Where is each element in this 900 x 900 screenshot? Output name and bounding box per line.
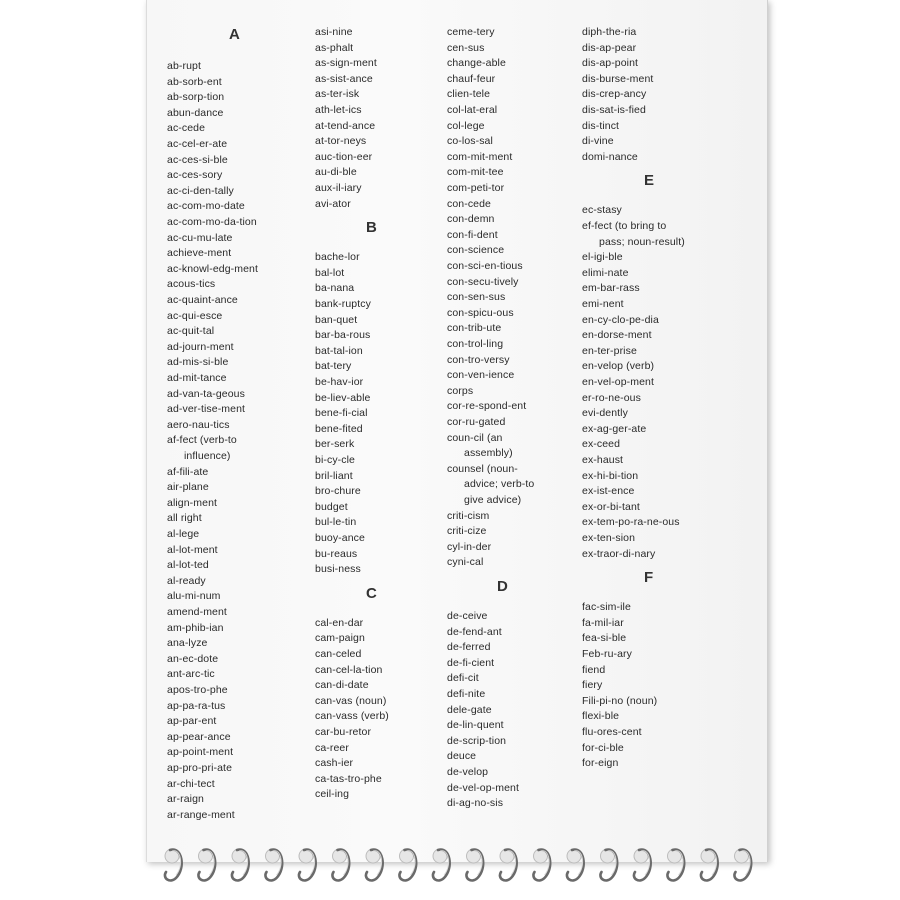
word-entry: aux-il-iary (315, 182, 362, 194)
word-entry: change-able (447, 57, 506, 70)
word-entry: ceil-ing (315, 788, 350, 801)
word-entry: fa-mil-iar (582, 616, 624, 629)
word-entry: con-secu-tively (447, 275, 519, 288)
word-entry: col-lat-eral (447, 104, 498, 116)
word-entry: bal-lot (315, 266, 345, 279)
word-entry: all right (167, 512, 202, 525)
word-entry: achieve-ment (167, 247, 232, 260)
word-entry: ber-serk (315, 438, 355, 451)
word-entry: car-bu-retor (315, 726, 372, 738)
section-letter-a: A (229, 26, 240, 43)
word-entry: ap-point-ment (167, 746, 234, 759)
word-entry: ec-stasy (582, 204, 622, 217)
word-entry: com-mit-ment (447, 150, 513, 163)
word-entry: cal-en-dar (315, 616, 364, 629)
word-entry: at-tor-neys (315, 135, 367, 148)
word-entry: amend-ment (167, 606, 227, 618)
word-entry: defi-cit (447, 672, 479, 685)
word-entry: be-liev-able (315, 391, 371, 404)
word-entry: af-fili-ate (167, 465, 209, 478)
word-entry: criti-cism (447, 509, 490, 522)
word-entry: chauf-feur (447, 72, 496, 85)
word-entry: con-spicu-ous (447, 306, 514, 319)
word-entry: el-igi-ble (582, 251, 623, 264)
word-entry: ac-cel-er-ate (167, 138, 228, 150)
word-entry: as-ter-isk (315, 88, 360, 101)
word-entry: ex-haust (582, 454, 624, 466)
word-entry: bi-cy-cle (315, 454, 355, 466)
spiral-binding (150, 838, 770, 900)
word-entry: ca-tas-tro-phe (315, 772, 382, 785)
word-entry: ex-ist-ence (582, 485, 635, 498)
word-entry: cor-re-spond-ent (447, 400, 527, 413)
word-entry: de-ferred (447, 641, 491, 654)
word-entry: con-trib-ute (447, 322, 502, 335)
section-letter-b: B (366, 219, 377, 237)
word-entry: con-science (447, 244, 505, 257)
word-entry: af-fect (verb-to (167, 434, 237, 447)
word-entry: con-demn (447, 213, 495, 226)
word-entry: ac-qui-esce (167, 309, 223, 322)
word-entry: dis-burse-ment (582, 72, 654, 85)
word-entry: de-scrip-tion (447, 734, 507, 747)
word-entry: advice; verb-to (464, 478, 535, 491)
word-entry: ex-hi-bi-tion (582, 469, 639, 482)
word-entry: ad-mit-tance (167, 372, 227, 384)
word-entry: ac-com-mo-da-tion (167, 216, 257, 228)
section-letter-d: D (497, 578, 508, 595)
word-entry: en-ter-prise (582, 344, 637, 357)
word-entry: bat-tal-ion (315, 344, 363, 357)
word-entry: con-cede (447, 197, 491, 210)
word-entry: dis-ap-point (582, 57, 639, 70)
word-entry: bache-lor (315, 251, 360, 264)
word-entry: ac-com-mo-date (167, 200, 245, 213)
word-entry: as-sist-ance (315, 72, 373, 85)
word-entry: counsel (noun- (447, 462, 518, 475)
word-entry: ex-ceed (582, 438, 621, 451)
word-entry: bene-fited (315, 422, 363, 435)
word-entry: com-peti-tor (447, 182, 505, 194)
word-entry: ex-traor-di-nary (582, 547, 656, 560)
word-entry: fiend (582, 663, 606, 676)
word-entry: Feb-ru-ary (582, 648, 633, 660)
word-entry: en-velop (verb) (582, 360, 655, 373)
word-entry: ant-arc-tic (167, 668, 215, 681)
section-letter-c: C (366, 584, 377, 602)
word-entry: coun-cil (an (447, 431, 503, 444)
word-entry: bar-ba-rous (315, 329, 371, 342)
word-entry: ap-pro-pri-ate (167, 762, 233, 774)
word-entry: align-ment (167, 496, 218, 509)
word-entry: Fili-pi-no (noun) (582, 694, 658, 707)
word-entry: ban-quet (315, 313, 358, 326)
word-entry: for-eign (582, 757, 619, 770)
word-entry: fac-sim-ile (582, 601, 631, 614)
word-entry: criti-cize (447, 525, 487, 538)
word-entry: deuce (447, 750, 477, 763)
word-entry: busi-ness (315, 563, 361, 576)
word-entry: flu-ores-cent (582, 726, 642, 738)
word-entry: ar-chi-tect (167, 777, 215, 790)
word-entry: au-di-ble (315, 166, 357, 179)
word-entry: con-fi-dent (447, 228, 498, 241)
word-entry: ad-mis-si-ble (167, 356, 229, 369)
word-entry: bu-reaus (315, 547, 358, 560)
word-entry: air-plane (167, 481, 209, 494)
word-entry: ab-sorb-ent (167, 75, 222, 88)
word-entry: ap-par-ent (167, 715, 217, 728)
word-entry: al-ready (167, 574, 206, 587)
word-entry: abun-dance (167, 106, 224, 119)
word-entry: ac-ces-si-ble (167, 153, 228, 166)
word-entry: con-sci-en-tious (447, 260, 523, 272)
word-entry: cyni-cal (447, 556, 484, 569)
word-entry: ac-ci-den-tally (167, 184, 234, 197)
word-entry: en-vel-op-ment (582, 376, 655, 388)
section-letter-e: E (644, 172, 655, 190)
word-entry: domi-nance (582, 150, 638, 163)
word-entry: cam-paign (315, 632, 365, 645)
word-entry: de-fend-ant (447, 625, 502, 638)
word-entry: ef-fect (to bring to (582, 220, 667, 232)
word-entry: ar-range-ment (167, 808, 235, 821)
word-entry: ex-ag-ger-ate (582, 422, 647, 435)
word-entry: con-trol-ling (447, 338, 504, 350)
word-entry: de-vel-op-ment (447, 781, 520, 794)
word-entry: ar-raign (167, 793, 204, 806)
word-entry: con-sen-sus (447, 291, 506, 304)
word-entry: flexi-ble (582, 710, 620, 723)
word-entry: ad-van-ta-geous (167, 387, 245, 400)
word-entry: di-ag-no-sis (447, 797, 504, 810)
word-entry: dis-tinct (582, 119, 620, 132)
word-entry: bul-le-tin (315, 516, 357, 529)
word-entry: alu-mi-num (167, 590, 221, 603)
word-entry: evi-dently (582, 407, 628, 420)
word-entry: can-di-date (315, 679, 369, 692)
word-entry: clien-tele (447, 88, 491, 101)
word-entry: acous-tics (167, 278, 216, 291)
word-entry: cash-ier (315, 757, 354, 770)
word-entry: co-los-sal (447, 135, 493, 148)
word-entry: can-cel-la-tion (315, 663, 383, 676)
word-entry: can-vas (noun) (315, 694, 387, 707)
word-entry: ca-reer (315, 741, 349, 754)
word-entry: can-celed (315, 648, 362, 660)
word-entry: emi-nent (582, 298, 624, 310)
word-entry: dele-gate (447, 703, 492, 716)
word-entry: diph-the-ria (582, 26, 637, 38)
word-entry: er-ro-ne-ous (582, 391, 641, 404)
word-entry: de-lin-quent (447, 719, 504, 732)
word-entry: as-sign-ment (315, 57, 377, 70)
word-entry: col-lege (447, 119, 485, 132)
word-entry: cen-sus (447, 41, 485, 54)
word-entry: en-dorse-ment (582, 329, 652, 342)
word-entry: pass; noun-result) (599, 235, 685, 248)
word-entry: con-ven-ience (447, 369, 515, 382)
word-entry: ath-let-ics (315, 104, 362, 116)
word-entry: bril-liant (315, 469, 353, 482)
word-entry: influence) (184, 450, 231, 462)
word-entry: corps (447, 384, 474, 397)
word-entry: bat-tery (315, 360, 352, 373)
word-entry: cor-ru-gated (447, 416, 506, 428)
word-entry: ba-nana (315, 282, 355, 295)
word-entry: com-mit-tee (447, 166, 504, 179)
word-entry: budget (315, 500, 348, 513)
word-entry: be-hav-ior (315, 376, 364, 388)
word-entry: dis-sat-is-fied (582, 104, 646, 116)
word-entry: apos-tro-phe (167, 684, 228, 696)
word-entry: ac-quaint-ance (167, 294, 238, 306)
word-entry: for-ci-ble (582, 741, 624, 754)
word-entry: ab-sorp-tion (167, 91, 225, 104)
word-entry: auc-tion-eer (315, 150, 373, 163)
word-entry: an-ec-dote (167, 652, 219, 665)
word-entry: aero-nau-tics (167, 418, 230, 431)
word-entry: en-cy-clo-pe-dia (582, 313, 659, 326)
word-entry: am-phib-ian (167, 621, 224, 634)
section-letter-f: F (644, 569, 654, 587)
word-entry: asi-nine (315, 26, 353, 38)
word-entry: give advice) (464, 494, 522, 506)
word-entry: con-tro-versy (447, 353, 510, 366)
word-entry: dis-crep-ancy (582, 88, 647, 101)
word-entry: ana-lyze (167, 637, 208, 650)
word-entry: elimi-nate (582, 266, 629, 279)
word-entry: de-ceive (447, 610, 488, 622)
word-entry: assembly) (464, 447, 513, 460)
word-entry: em-bar-rass (582, 282, 640, 295)
word-entry: ac-ces-sory (167, 169, 223, 182)
word-entry: bro-chure (315, 485, 361, 498)
word-entry: al-lot-ted (167, 559, 209, 572)
word-entry: ap-pa-ra-tus (167, 699, 226, 712)
word-entry: ac-quit-tal (167, 325, 215, 338)
word-entry: ceme-tery (447, 26, 495, 38)
word-entry: dis-ap-pear (582, 41, 637, 54)
word-entry: ex-ten-sion (582, 532, 636, 544)
word-entry: can-vass (verb) (315, 710, 389, 723)
word-entry: bene-fi-cial (315, 407, 368, 420)
word-entry: ad-ver-tise-ment (167, 403, 246, 416)
word-entry: avi-ator (315, 197, 351, 210)
word-entry: ex-tem-po-ra-ne-ous (582, 516, 680, 529)
word-entry: buoy-ance (315, 532, 365, 544)
word-entry: bank-ruptcy (315, 298, 371, 310)
word-entry: ex-or-bi-tant (582, 500, 640, 513)
word-entry: ap-pear-ance (167, 730, 231, 743)
word-entry: ab-rupt (167, 60, 201, 72)
word-entry: fea-si-ble (582, 632, 627, 645)
word-entry: de-fi-cient (447, 656, 495, 669)
word-entry: ac-cu-mu-late (167, 231, 233, 244)
word-entry: fiery (582, 679, 603, 692)
word-entry: ac-cede (167, 122, 206, 135)
word-entry: cyl-in-der (447, 540, 492, 553)
word-entry: ad-journ-ment (167, 340, 234, 353)
word-entry: at-tend-ance (315, 119, 376, 132)
word-entry: de-velop (447, 766, 489, 778)
word-entry: as-phalt (315, 41, 354, 54)
word-entry: al-lot-ment (167, 543, 218, 556)
word-entry: defi-nite (447, 688, 486, 700)
word-entry: di-vine (582, 135, 614, 148)
word-entry: al-lege (167, 528, 200, 540)
word-entry: ac-knowl-edg-ment (167, 262, 258, 275)
